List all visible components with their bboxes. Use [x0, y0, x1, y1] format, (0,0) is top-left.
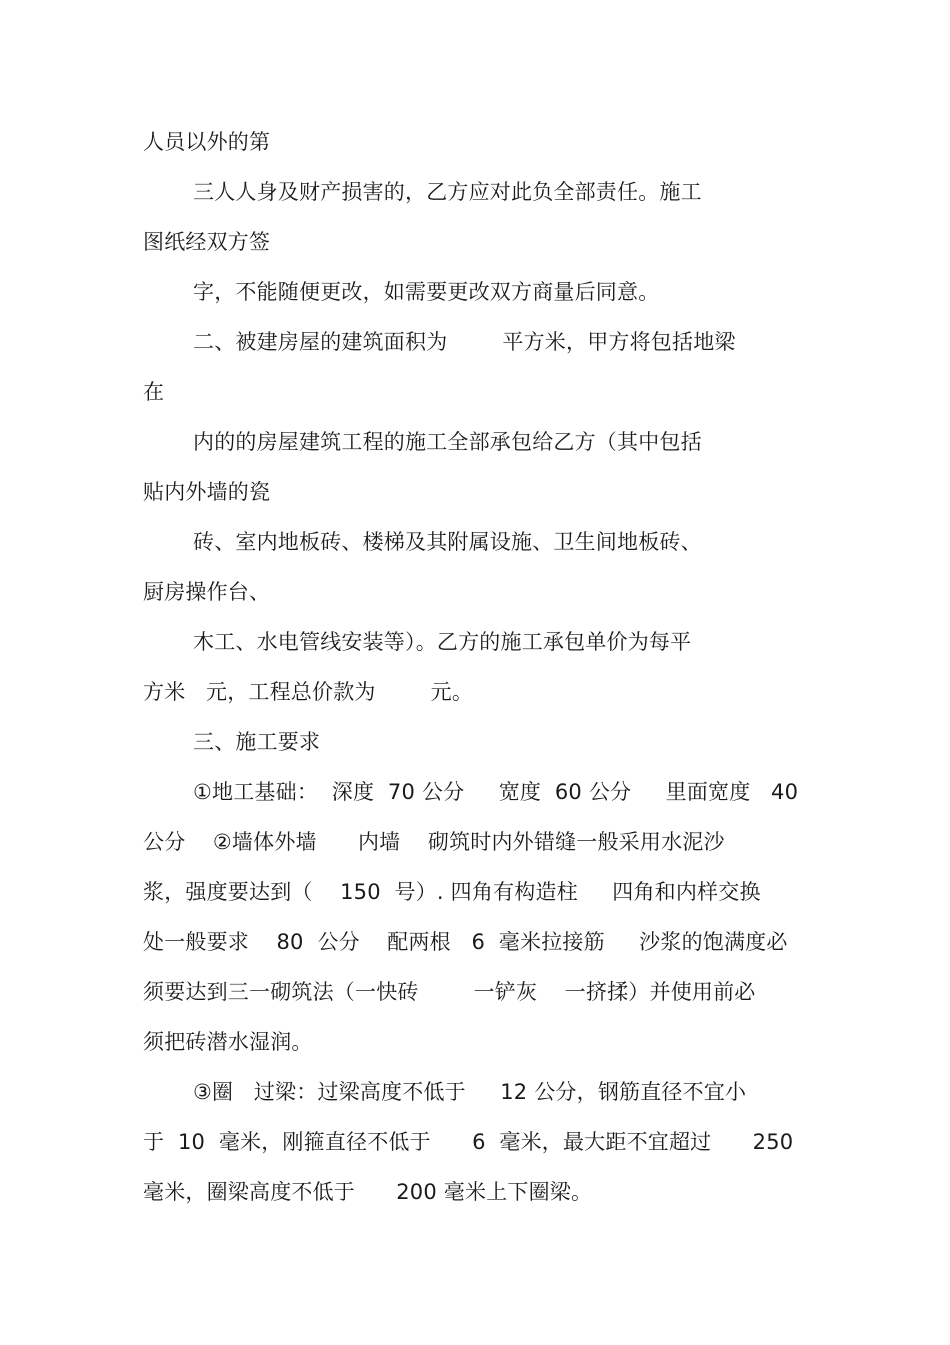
text-line: ①地工基础： 深度 70 公分 宽度 60 公分 里面宽度 40 — [193, 780, 799, 804]
text-line: 浆，强度要达到（ 150 号）. 四角有构造柱 四角和内样交换 — [143, 880, 761, 904]
text-line: 木工、水电管线安装等）。乙方的施工承包单价为每平 — [193, 630, 692, 654]
text-line: 图纸经双方签 — [143, 230, 271, 254]
text-line: 贴内外墙的瓷 — [143, 480, 271, 504]
text-line: 在 — [143, 380, 165, 404]
text-line: 厨房操作台、 — [143, 580, 271, 604]
text-line: 方米 元，工程总价款为 元。 — [143, 680, 474, 704]
text-line: 内的的房屋建筑工程的施工全部承包给乙方（其中包括 — [193, 430, 702, 454]
text-line: 毫米，圈梁高度不低于 200 毫米上下圈梁。 — [143, 1180, 593, 1204]
text-line: 于 10 毫米，刚箍直径不低于 6 毫米，最大距不宜超过 250 — [143, 1130, 794, 1154]
text-line: 须把砖潜水湿润。 — [143, 1030, 313, 1054]
text-line: 字，不能随便更改，如需要更改双方商量后同意。 — [193, 280, 660, 304]
text-line: 处一般要求 80 公分 配两根 6 毫米拉接筋 沙浆的饱满度必 — [143, 930, 788, 954]
text-line: 三人人身及财产损害的，乙方应对此负全部责任。施工 — [193, 180, 702, 204]
text-line: 须要达到三一砌筑法（一快砖 一铲灰 一挤揉）并使用前必 — [143, 980, 756, 1004]
text-line: 二、被建房屋的建筑面积为 平方米，甲方将包括地梁 — [193, 330, 736, 354]
text-line: 公分 ②墙体外墙 内墙 砌筑时内外错缝一般采用水泥沙 — [143, 830, 725, 854]
text-line: ③圈 过梁：过梁高度不低于 12 公分，钢筋直径不宜小 — [193, 1080, 747, 1104]
text-line: 砖、室内地板砖、楼梯及其附属设施、卫生间地板砖、 — [193, 530, 702, 554]
section-heading: 三、施工要求 — [193, 730, 321, 754]
text-line: 人员以外的第 — [143, 130, 271, 154]
